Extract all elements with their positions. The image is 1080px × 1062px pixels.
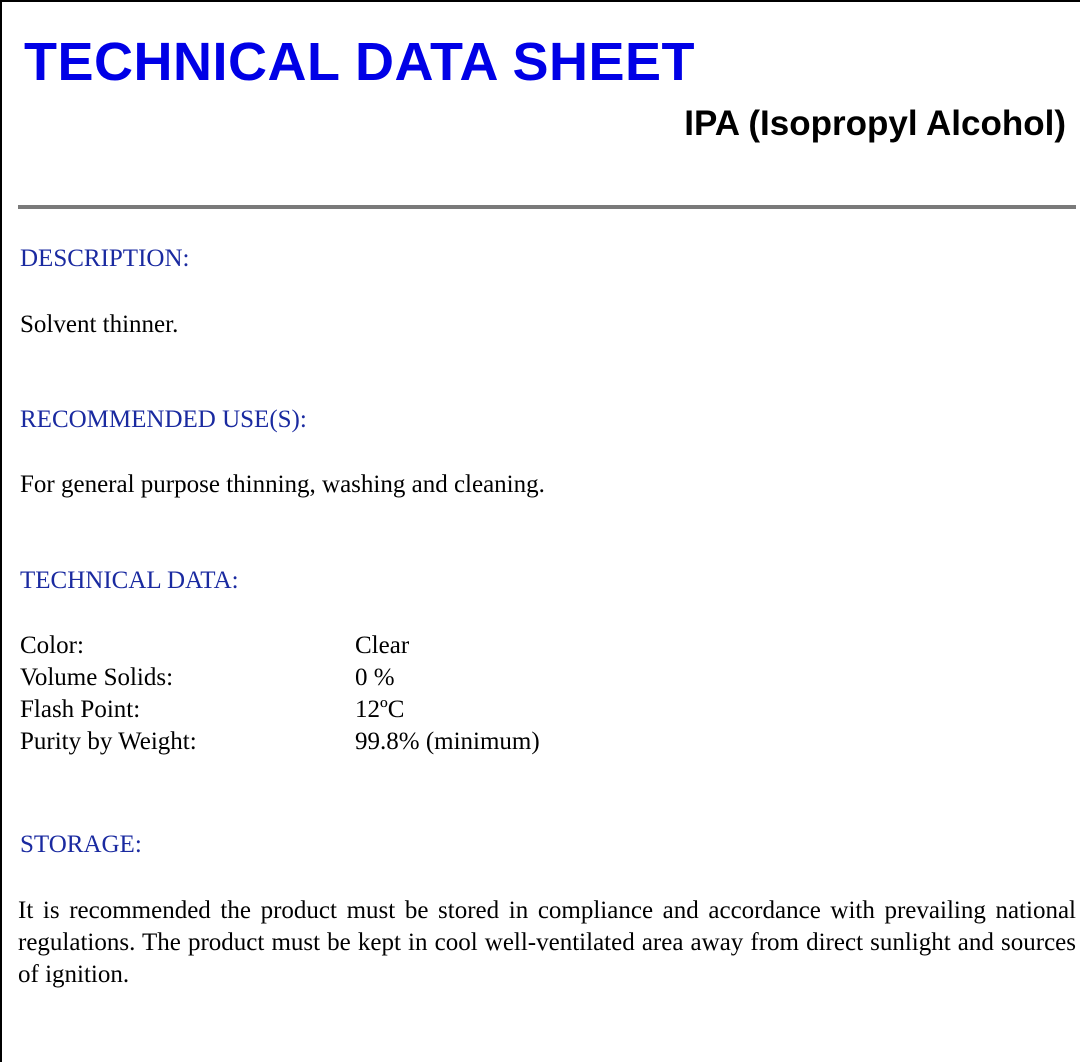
property-label: Color:: [20, 632, 84, 659]
property-value: 99.8% (minimum): [355, 728, 540, 755]
description-heading: DESCRIPTION:: [20, 245, 190, 272]
property-label: Volume Solids:: [20, 664, 174, 691]
property-label: Flash Point:: [20, 696, 141, 723]
storage-heading: STORAGE:: [20, 831, 142, 858]
table-row: [20, 726, 540, 758]
recommended-uses-heading: RECOMMENDED USE(S):: [20, 406, 307, 433]
document-title: TECHNICAL DATA SHEET: [24, 32, 695, 92]
table-row: [20, 630, 540, 662]
property-value: 12ºC: [355, 696, 405, 723]
table-row: [20, 694, 540, 726]
property-value: 0 %: [355, 664, 395, 691]
description-text: Solvent thinner.: [20, 311, 179, 338]
property-value: Clear: [355, 632, 410, 659]
technical-data-heading: TECHNICAL DATA:: [20, 567, 239, 594]
table-row: [20, 662, 540, 694]
technical-data-table: [20, 630, 540, 758]
storage-text: It is recommended the product must be stored in compliance and accordance with prevailing national regulations. The product must be kept in cool well-ventilated area away from direct sunlight and sources of ignition.: [18, 897, 1076, 988]
property-label: Purity by Weight:: [20, 728, 197, 755]
product-name: IPA (Isopropyl Alcohol): [684, 104, 1066, 143]
recommended-uses-text: For general purpose thinning, washing and cleaning.: [20, 471, 545, 498]
header-divider: [18, 205, 1076, 209]
